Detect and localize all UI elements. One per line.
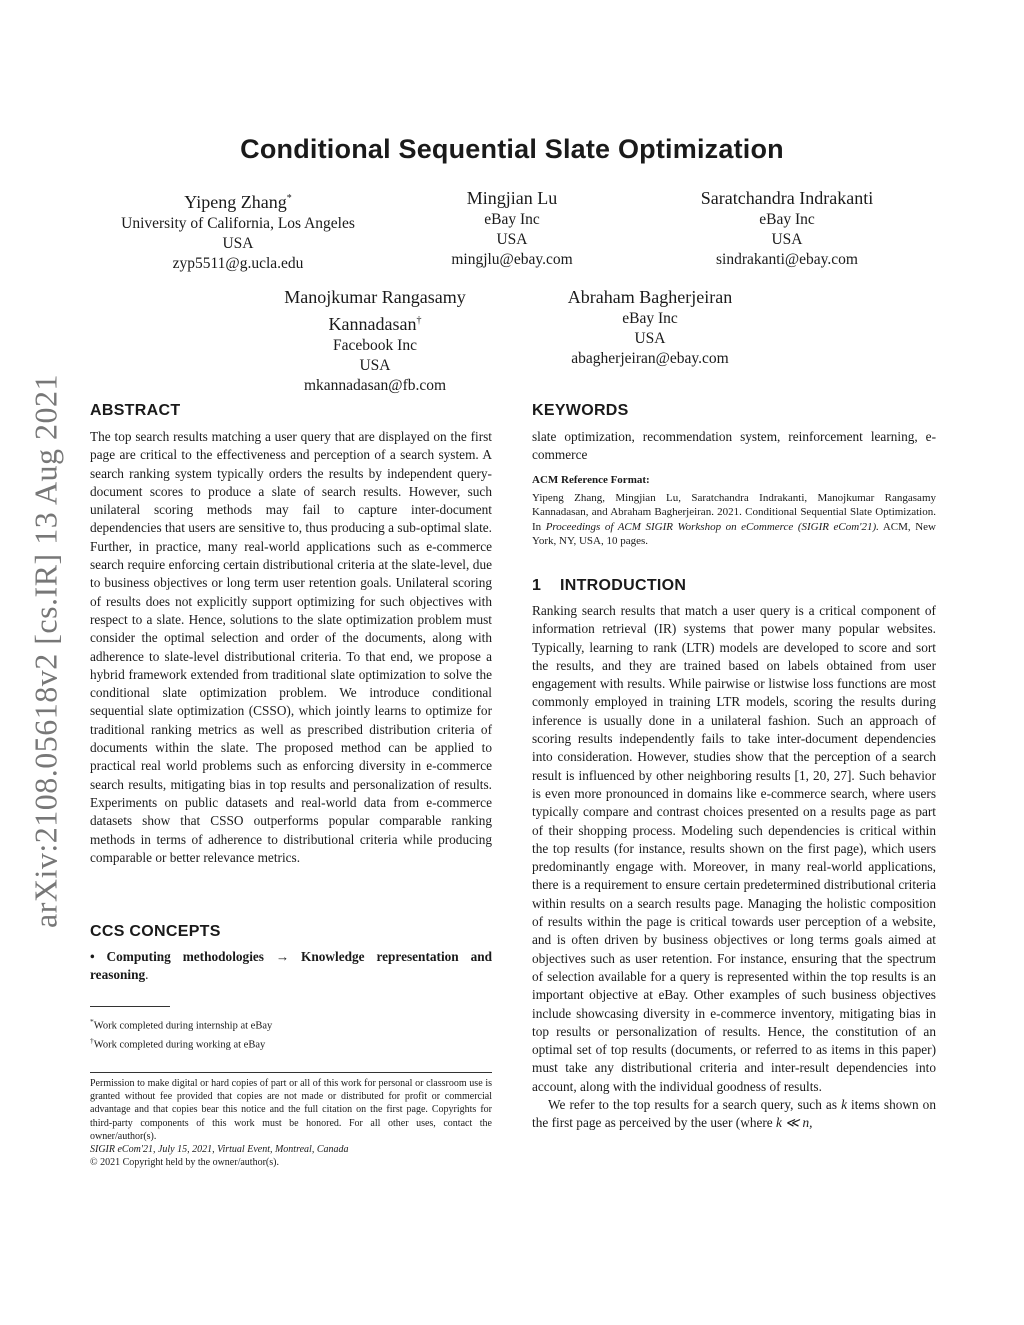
acm-ref-end: ACM, New York, NY, USA, 10 pages.: [532, 520, 936, 547]
footnote-mark: *: [90, 1017, 94, 1026]
footnote-text: Work completed during working at eBay: [93, 1039, 266, 1050]
intro-text: [532, 602, 936, 1133]
acm-ref-italic: Proceedings of ACM SIGIR Workshop on eCommerce (SIGIR eCom'21).: [545, 520, 879, 533]
permission-block: [90, 1077, 492, 1169]
author-mark: *: [286, 193, 292, 204]
author-email: abagherjeiran@ebay.com: [571, 350, 729, 367]
author-name: Mingjian Lu: [466, 188, 558, 208]
acm-ref-plain: Yipeng Zhang, Mingjian Lu, Saratchandra Indrakanti, Manojkumar Rangasamy Kannadasan, and Abraham Bagherjeiran. 2021. Conditional Sequential Slate Optimization. In: [532, 492, 936, 533]
intro-p2-math: k ≪ n,: [776, 1115, 813, 1131]
ccs-subconcept: Knowledge representation and reasoning: [90, 949, 493, 983]
footnotes: [90, 1015, 492, 1052]
author-country: USA: [222, 235, 254, 252]
acm-ref-heading: ACM Reference Format:: [532, 474, 650, 486]
author-name: Yipeng Zhang: [184, 192, 287, 212]
ccs-concept: Computing methodologies: [106, 949, 264, 964]
intro-heading: [532, 577, 686, 595]
permission-copyright: © 2021 Copyright held by the owner/author(s).: [90, 1157, 279, 1169]
author-affiliation: University of California, Los Angeles: [121, 215, 355, 232]
intro-paragraph-1: Ranking search results that match a user query is a critical component of information retrieval (IR) systems that power many popular websites. Typically, learning to rank (LTR) models are developed to score and sort the results, and they are trained based on labels obtained from user engagement with results. While pairwise or listwise loss functions are most commonly employed in training LTR models, scoring the results during inference is usually done in a unilateral fashion. Such an approach of scoring results independently fails to take inter-document dependencies into consideration. However, studies show that the perception of a search result is influenced by other neighboring results [1, 20, 27]. Such behavior is even more pronounced in domains like e-commerce search, where users typically compare and contrast choices presented on a results page as part of their shopping process. Modeling such dependencies is critical within the top results (for instance, results shown on the first page), which users predominantly engage with. Moreover, in many real-world applications, there is a requirement to ensure certain predetermined distributional criteria within results on a search results page. Managing the holistic composition of results within the page is critical towards user perception of a website, and is often driven by business objectives or long terms goals aimed at objectives such as user retention. For instance, ensuring that the spectrum of selection available for a query is represented within the top results is an important objective at eBay. Other examples of such business objectives include showcasing diversity in e-commerce inventory, mitigating bias in top results or personalization of results. Hence, the constitution of an optimal set of top results (documents, or referred to as items in this paper) must take any distributional criteria and inter-result dependencies into account, along with the individual goodness of results.: [532, 603, 936, 1094]
author-country: USA: [496, 231, 528, 248]
keywords-text: [532, 428, 936, 465]
permission-text: Permission to make digital or hard copies of part or all of this work for personal or classroom use is granted without fee provided that copies are not made or distributed for profit or commercial advantage and that copies bear this notice and the full citation on the first page. Copyrights for third-party components of this work must be honored. For all other uses, contact the owner/author(s).: [90, 1078, 492, 1142]
section-number: 1: [532, 577, 542, 594]
intro-paragraph-2: [532, 1096, 936, 1133]
footnote-text: Work completed during internship at eBay: [93, 1020, 273, 1032]
ccs-heading: CCS CONCEPTS: [90, 923, 221, 940]
author-block-3: [660, 187, 914, 270]
author-name: Manojkumar Rangasamy: [284, 287, 466, 307]
author-email: zyp5511@g.ucla.edu: [172, 255, 304, 272]
author-affiliation: Facebook Inc: [333, 337, 417, 354]
paper-title: Conditional Sequential Slate Optimization: [240, 134, 784, 164]
footnote-1: [90, 1015, 492, 1034]
ccs-period: .: [145, 967, 149, 983]
abstract-heading: ABSTRACT: [90, 402, 181, 419]
author-block-4: [255, 286, 495, 396]
ccs-bullet: •: [90, 949, 95, 964]
author-block-5: [530, 286, 770, 369]
author-country: USA: [771, 231, 803, 248]
author-mark: †: [416, 315, 422, 326]
footnote-mark: †: [90, 1035, 94, 1045]
ccs-concepts: [90, 948, 492, 985]
permission-rule: [90, 1072, 492, 1073]
author-country: USA: [359, 357, 391, 374]
abstract-text: [90, 428, 492, 867]
footnote-rule: [90, 1006, 170, 1007]
author-email: mkannadasan@fb.com: [303, 377, 447, 394]
acm-ref-text: [532, 491, 936, 548]
ccs-arrow: →: [275, 949, 290, 964]
author-name: Abraham Bagherjeiran: [567, 287, 733, 307]
intro-p2-start: We refer to the top results for a search query, such as: [548, 1097, 842, 1113]
intro-p2-mid: items shown on the first page as perceived by the user (where: [532, 1097, 936, 1131]
author-affiliation: eBay Inc: [484, 211, 540, 228]
author-name: Saratchandra Indrakanti: [700, 188, 874, 208]
footnote-2: [90, 1034, 492, 1053]
author-country: USA: [634, 330, 666, 347]
permission-venue: SIGIR eCom'21, July 15, 2021, Virtual Event, Montreal, Canada: [90, 1144, 349, 1156]
intro-p2-k: k: [841, 1097, 847, 1113]
author-affiliation: eBay Inc: [759, 211, 815, 228]
author-affiliation: eBay Inc: [622, 310, 678, 327]
author-block-2: [392, 187, 632, 270]
author-block-1: [98, 187, 378, 274]
arxiv-side-label: arXiv:2108.05618v2 [cs.IR] 13 Aug 2021: [27, 373, 64, 929]
abstract-paragraph: The top search results matching a user query that are displayed on the first page are critical to the effectiveness and perception of a search system. A search ranking system typically orders the results by independent query-document scores to produce a slate of search results. However, such unilateral scoring methods may fail to capture inter-document dependencies that users are sensitive to, thus producing a sub-optimal slate. Further, in practice, many real-world applications such as e-commerce search require enforcing certain distributional criteria at the slate-level, due to business objectives or long term user retention goals. Unilateral scoring of results does not explicitly support optimizing for such objectives with respect to a slate. Hence, solutions to the slate optimization problem must consider the optimal selection and order of the documents, along with adherence to slate-level distributional criteria. To that end, we propose a hybrid framework extended from traditional slate optimization to solve the conditional slate optimization problem. We introduce conditional sequential slate optimization (CSSO), which jointly learns to optimize for traditional ranking metrics as well as prescribed distribution criteria of documents within the slate. The proposed method can be applied to practical real world problems such as enforcing diversity in e-commerce search results, mitigating bias in top results and personalization of results. Experiments on public datasets and real-world data from e-commerce datasets show that CSSO outperforms popular comparable ranking methods in terms of adherence to distributional criteria while producing comparable or better relevance metrics.: [90, 429, 492, 865]
author-name: Kannadasan: [328, 314, 417, 334]
author-email: sindrakanti@ebay.com: [716, 251, 858, 268]
keywords-paragraph: slate optimization, recommendation system, reinforcement learning, e-commerce: [532, 429, 936, 463]
keywords-heading: KEYWORDS: [532, 402, 629, 419]
author-email: mingjlu@ebay.com: [451, 251, 573, 268]
section-title: INTRODUCTION: [560, 577, 687, 594]
